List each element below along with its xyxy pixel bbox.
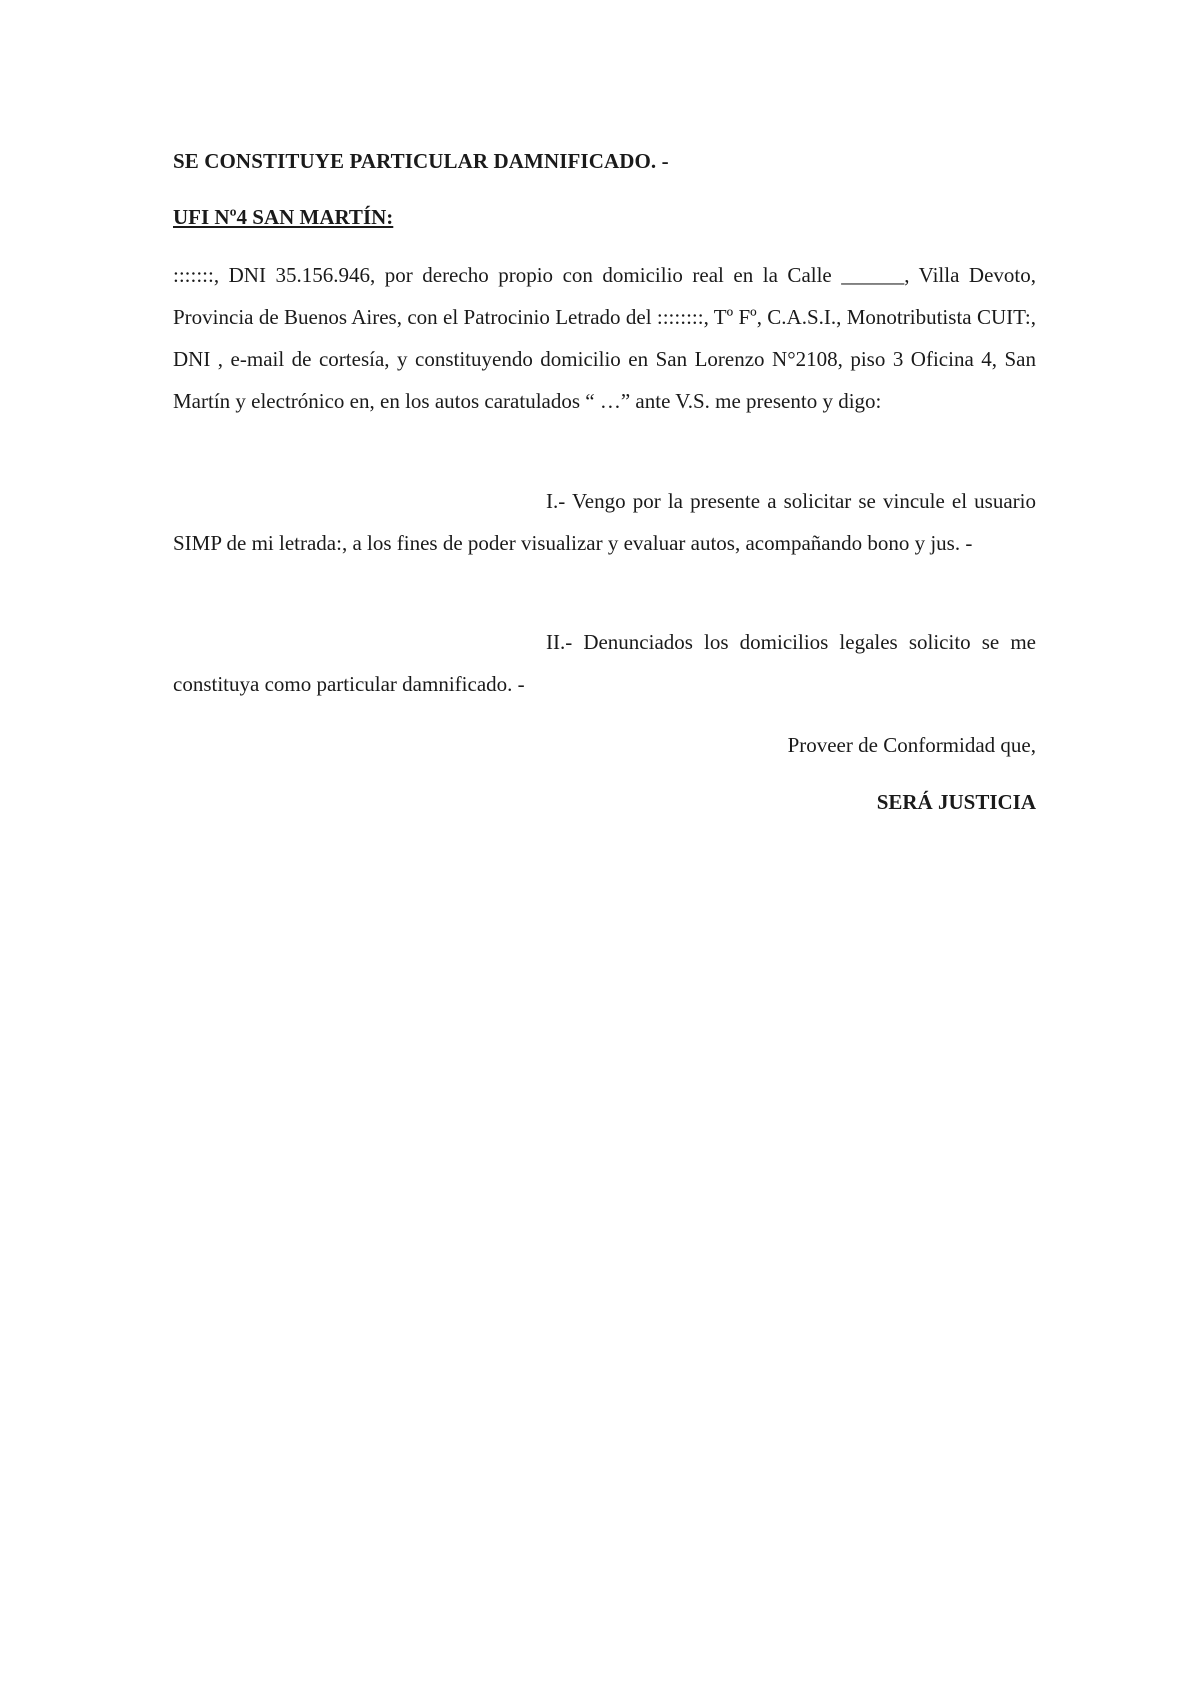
document-title: SE CONSTITUYE PARTICULAR DAMNIFICADO. -: [173, 149, 669, 173]
closing-line: Proveer de Conformidad que,: [787, 733, 1036, 757]
signature-line: SERÁ JUSTICIA: [876, 790, 1036, 814]
intro-paragraph: :::::::, DNI 35.156.946, por derecho propio con domicilio real en la Calle ______, Villa Devoto, Provincia de Buenos Aires, con el Patrocinio Letrado del ::::::::, Tº Fº, C.A.S.I., Monotributista CUIT:, DNI , e-mail de cortesía, y constituyendo domicilio en San Lorenzo N°2108, piso 3 Oficina 4, San Martín y electrónico en, en los autos caratulados “ …” ante V.S. me presento y digo:: [173, 263, 1036, 413]
addressee-heading: UFI Nº4 SAN MARTÍN:: [173, 205, 394, 229]
point-one-paragraph: I.- Vengo por la presente a solicitar se vincule el usuario SIMP de mi letrada:, a los fines de poder visualizar y evaluar autos, acompañando bono y jus. -: [173, 489, 1036, 555]
point-two-paragraph: II.- Denunciados los domicilios legales solicito se me constituya como particular damnificado. -: [173, 630, 1036, 696]
